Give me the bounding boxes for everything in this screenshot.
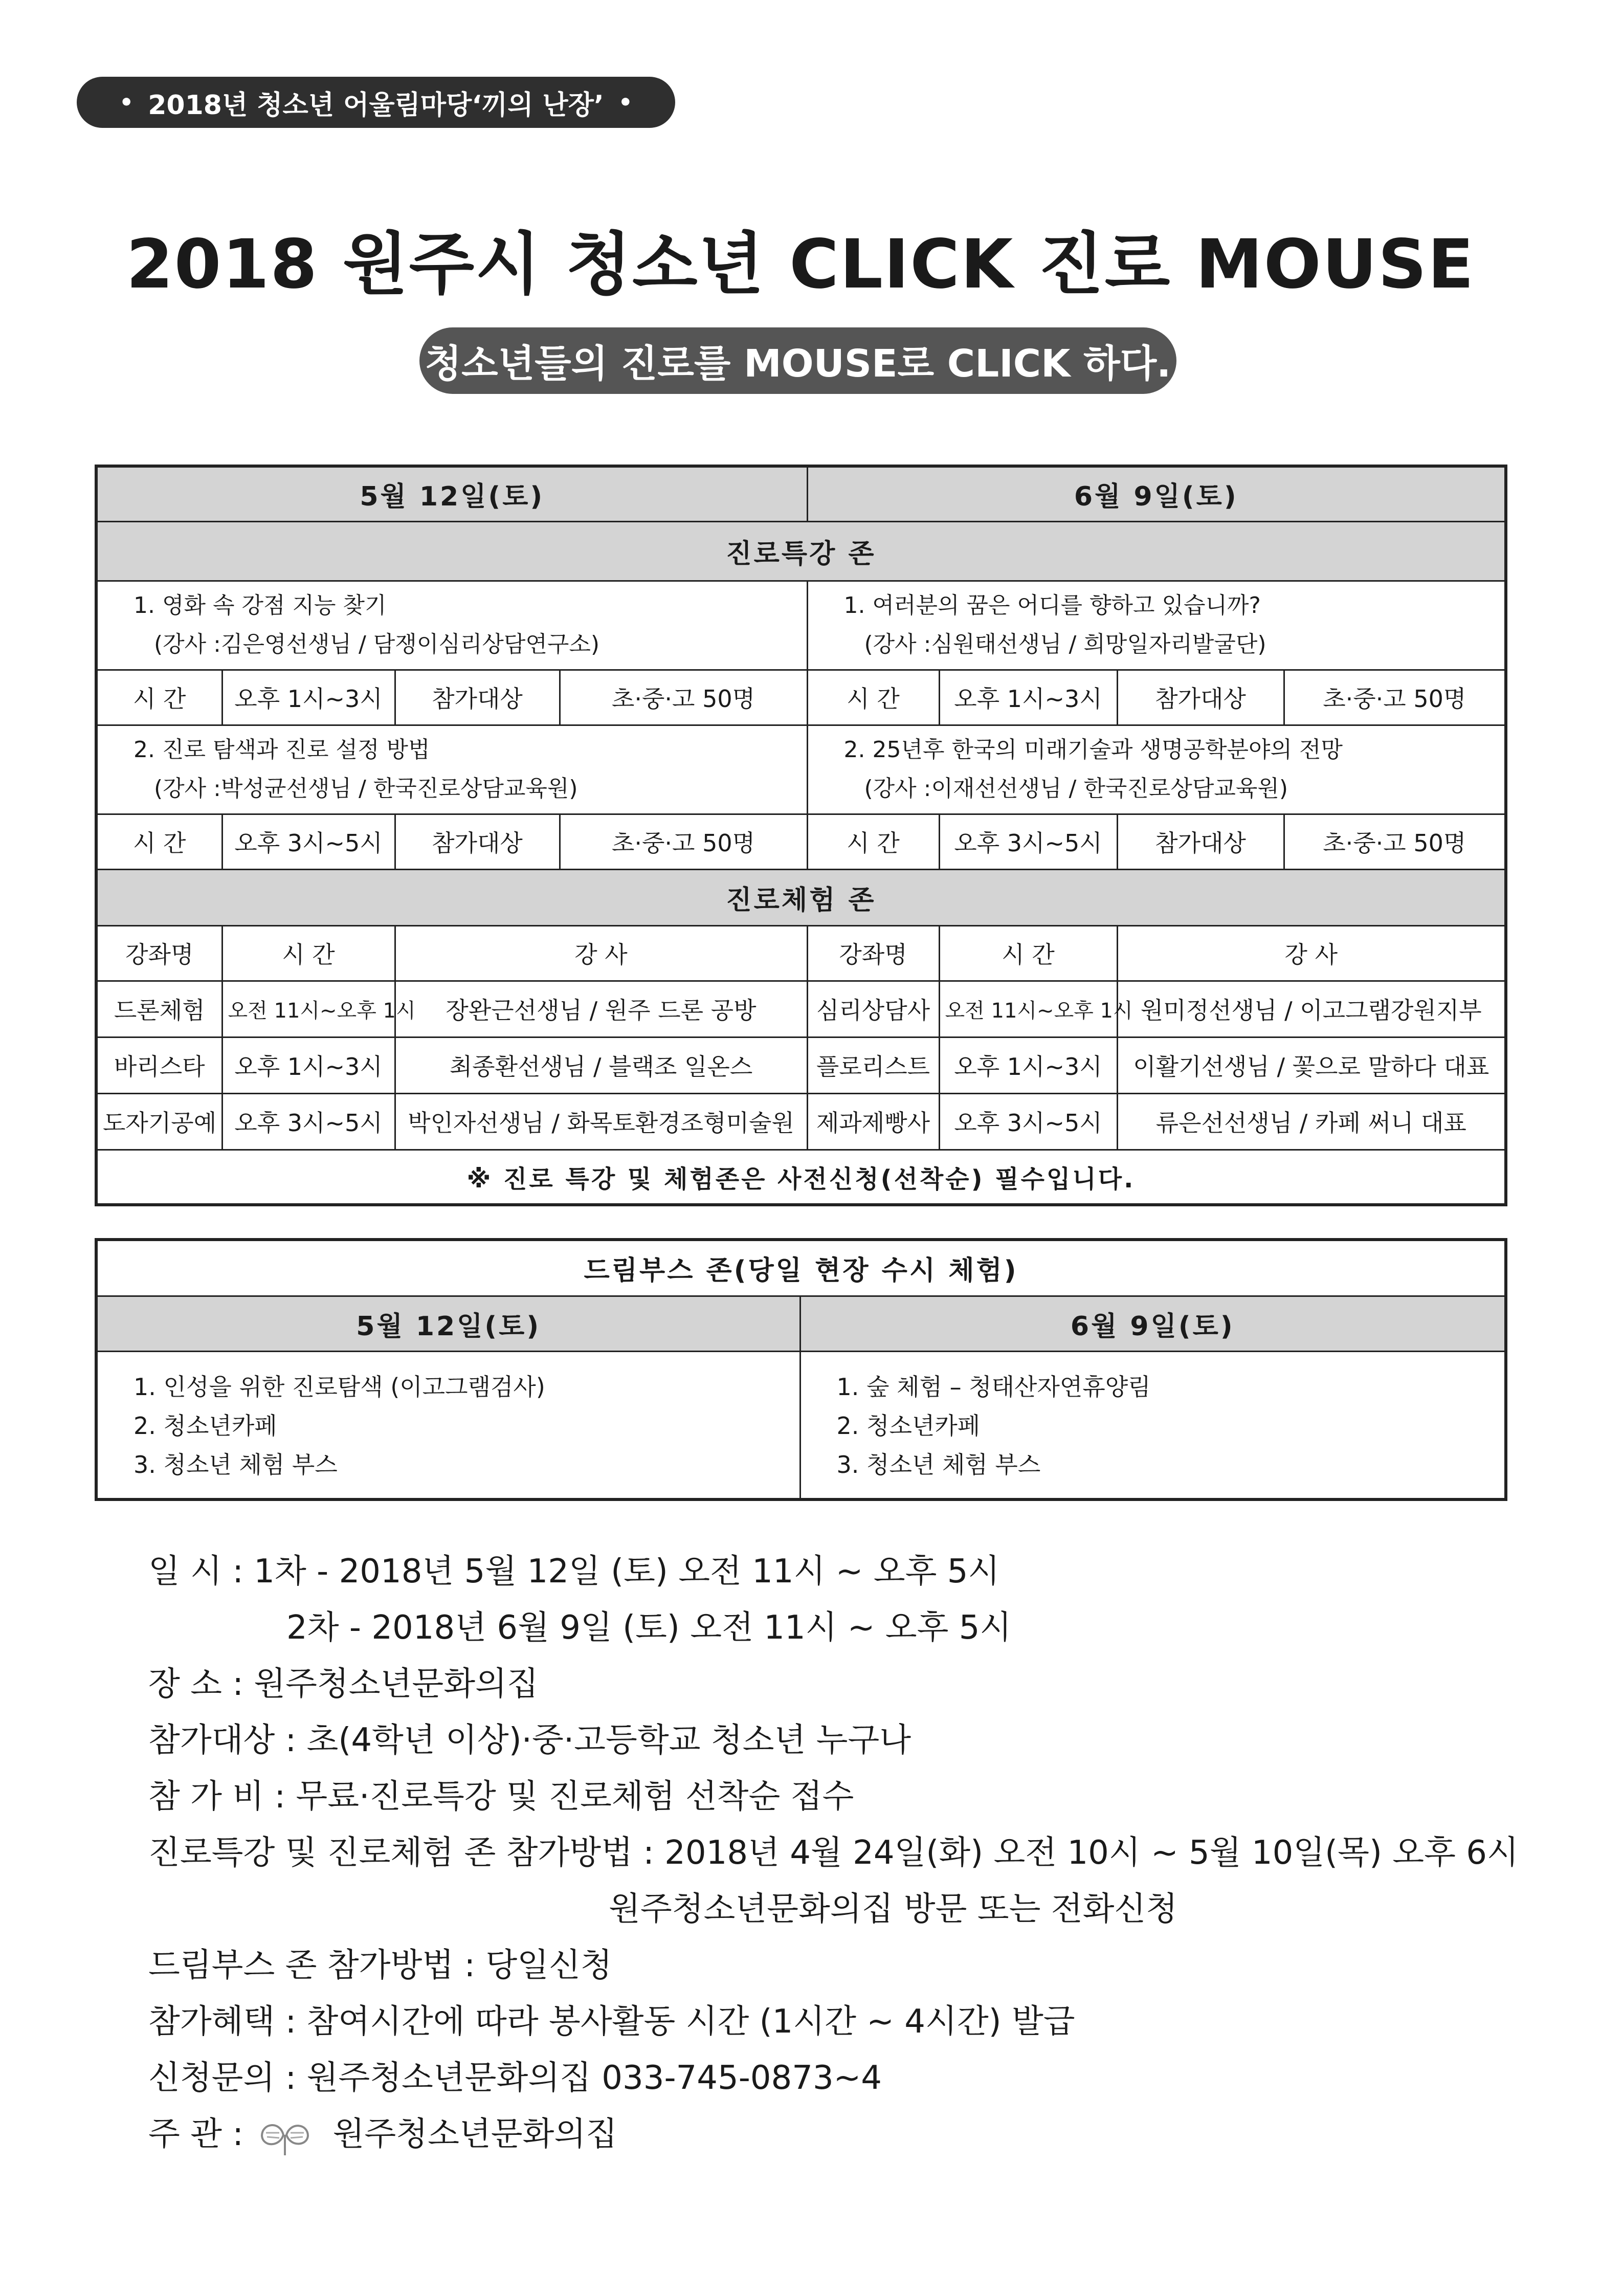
exp-course: 제과제빵사 — [807, 1093, 939, 1150]
list-item: 3. 청소년 체험 부스 — [836, 1450, 1041, 1478]
detail-label: 드림부스 존 참가방법 : — [148, 1947, 476, 1984]
detail-label: 참가혜택 : — [148, 2003, 297, 2041]
exp-header: 강좌명 — [807, 925, 939, 981]
info-cell: 참가대상 — [1117, 670, 1284, 725]
detail-value: 초(4학년 이상)·중·고등학교 청소년 누구나 — [306, 1721, 911, 1759]
lecture-title: 2. 25년후 한국의 미래기술과 생명공학분야의 전망 — [843, 737, 1343, 763]
info-cell: 시 간 — [807, 814, 939, 869]
info-cell: 시 간 — [807, 670, 939, 725]
detail-date-1 — [148, 1545, 999, 1592]
lecture-instructor: (강사 :박성균선생님 / 한국진로상담교육원) — [154, 776, 578, 802]
exp-time: 오전 11시~오후 1시 — [939, 981, 1117, 1037]
exp-instructor: 장완근선생님 / 원주 드론 공방 — [395, 981, 807, 1037]
detail-value: 원주청소년문화의집 — [254, 1665, 539, 1703]
lecture-instructor: (강사 :심원태선생님 / 희망일자리발굴단) — [864, 631, 1266, 657]
badge-text: 2018년 청소년 어울림마당‘끼의 난장’ — [148, 90, 604, 121]
exp-course: 플로리스트 — [807, 1037, 939, 1093]
detail-date-2: 2차 - 2018년 6월 9일 (토) 오전 11시 ~ 오후 5시 — [286, 1609, 1012, 1647]
info-cell: 시 간 — [96, 814, 222, 869]
experience-zone-header: 진로체험 존 — [96, 869, 1506, 925]
detail-label: 진로특강 및 진로체험 존 참가방법 : — [148, 1834, 654, 1872]
exp-time: 오후 1시~3시 — [939, 1037, 1117, 1093]
exp-header: 시 간 — [222, 925, 395, 981]
lecture-title: 2. 진로 탐색과 진로 설정 방법 — [134, 737, 430, 763]
info-cell: 참가대상 — [1117, 814, 1284, 869]
exp-time: 오전 11시~오후 1시 — [222, 981, 395, 1037]
info-cell: 초·중·고 50명 — [1284, 814, 1506, 869]
exp-instructor: 이활기선생님 / 꽃으로 말하다 대표 — [1117, 1037, 1506, 1093]
lecture-title: 1. 여러분의 꿈은 어디를 향하고 있습니까? — [843, 592, 1261, 619]
youth-center-logo-icon — [257, 2115, 313, 2156]
info-cell: 초·중·고 50명 — [560, 814, 807, 869]
dream-booth-header: 드림부스 존(당일 현장 수시 체험) — [96, 1240, 1506, 1296]
info-cell: 오후 3시~5시 — [939, 814, 1117, 869]
exp-time: 오후 1시~3시 — [222, 1037, 395, 1093]
list-item: 1. 숲 체험 – 청태산자연휴양림 — [836, 1373, 1151, 1401]
info-cell: 초·중·고 50명 — [1284, 670, 1506, 725]
detail-label: 일 시 : — [148, 1553, 243, 1591]
lecture-1-right — [807, 581, 1506, 670]
info-cell: 오후 1시~3시 — [939, 670, 1117, 725]
dream-date-june: 6월 9일(토) — [800, 1296, 1506, 1351]
exp-time: 오후 3시~5시 — [222, 1093, 395, 1150]
dream-date-may: 5월 12일(토) — [96, 1296, 800, 1351]
subtitle-banner: 청소년들의 진로를 MOUSE로 CLICK 하다. — [419, 327, 1176, 394]
exp-time: 오후 3시~5시 — [939, 1093, 1117, 1150]
detail-value: 무료·진로특강 및 진로체험 선착순 접수 — [296, 1778, 854, 1816]
dream-list-june — [800, 1351, 1506, 1499]
info-cell: 오후 1시~3시 — [222, 670, 395, 725]
exp-instructor: 원미정선생님 / 이고그램강원지부 — [1117, 981, 1506, 1037]
info-cell: 시 간 — [96, 670, 222, 725]
page-title: 2018 원주시 청소년 CLICK 진로 MOUSE — [126, 225, 1475, 304]
detail-host — [148, 2108, 617, 2156]
info-cell: 참가대상 — [395, 670, 560, 725]
exp-instructor: 류은선선생님 / 카페 써니 대표 — [1117, 1093, 1506, 1150]
info-cell: 오후 3시~5시 — [222, 814, 395, 869]
detail-value: 원주청소년문화의집 033-745-0873~4 — [306, 2059, 882, 2097]
detail-label: 신청문의 : — [148, 2059, 297, 2097]
detail-label: 주 관 : — [148, 2115, 243, 2153]
detail-label: 참 가 비 : — [148, 1778, 286, 1816]
detail-contact — [148, 2051, 882, 2099]
detail-value: 참여시간에 따라 봉사활동 시간 (1시간 ~ 4시간) 발급 — [306, 2003, 1075, 2041]
exp-instructor: 박인자선생님 / 화목토환경조형미술원 — [395, 1093, 807, 1150]
dream-list-may — [96, 1351, 800, 1499]
dream-booth-table — [95, 1238, 1507, 1501]
info-cell: 참가대상 — [395, 814, 560, 869]
lecture-zone-header: 진로특강 존 — [96, 521, 1506, 581]
exp-header: 강 사 — [395, 925, 807, 981]
exp-header: 강좌명 — [96, 925, 222, 981]
exp-course: 도자기공예 — [96, 1093, 222, 1150]
lecture-instructor: (강사 :김은영선생님 / 담쟁이심리상담연구소) — [154, 631, 600, 657]
list-item: 1. 인성을 위한 진로탐색 (이고그램검사) — [134, 1373, 545, 1401]
lecture-instructor: (강사 :이재선선생님 / 한국진로상담교육원) — [864, 776, 1288, 802]
detail-label: 참가대상 : — [148, 1721, 297, 1759]
date-header-june: 6월 9일(토) — [807, 466, 1506, 521]
exp-course: 드론체험 — [96, 981, 222, 1037]
detail-target — [148, 1714, 911, 1761]
lecture-2-right — [807, 725, 1506, 814]
detail-value: 당일신청 — [485, 1947, 612, 1984]
exp-header: 강 사 — [1117, 925, 1506, 981]
detail-booth — [148, 1939, 612, 1986]
registration-note: ※ 진로 특강 및 체험존은 사전신청(선착순) 필수입니다. — [96, 1150, 1506, 1205]
exp-course: 바리스타 — [96, 1037, 222, 1093]
badge-dot-left: • — [119, 89, 134, 116]
list-item: 2. 청소년카페 — [836, 1411, 981, 1440]
detail-fee — [148, 1770, 854, 1817]
list-item: 3. 청소년 체험 부스 — [134, 1450, 338, 1478]
detail-value: 원주청소년문화의집 — [332, 2115, 618, 2153]
detail-apply — [148, 1826, 1519, 1873]
schedule-table — [95, 465, 1507, 1206]
detail-label: 장 소 : — [148, 1665, 243, 1703]
info-cell: 초·중·고 50명 — [560, 670, 807, 725]
event-badge — [77, 77, 675, 128]
exp-header: 시 간 — [939, 925, 1117, 981]
lecture-2-left — [96, 725, 807, 814]
lecture-title: 1. 영화 속 강점 지능 찾기 — [134, 592, 387, 619]
list-item: 2. 청소년카페 — [134, 1411, 277, 1440]
lecture-1-left — [96, 581, 807, 670]
detail-value: 2018년 4월 24일(화) 오전 10시 ~ 5월 10일(목) 오후 6시 — [664, 1834, 1519, 1872]
detail-apply-method: 원주청소년문화의집 방문 또는 전화신청 — [609, 1890, 1178, 1928]
detail-benefit — [148, 1995, 1075, 2042]
badge-dot-right: • — [618, 89, 633, 116]
detail-value: 1차 - 2018년 5월 12일 (토) 오전 11시 ~ 오후 5시 — [254, 1553, 1000, 1591]
detail-place — [148, 1658, 539, 1705]
exp-instructor: 최종환선생님 / 블랙조 일온스 — [395, 1037, 807, 1093]
exp-course: 심리상담사 — [807, 981, 939, 1037]
date-header-may: 5월 12일(토) — [96, 466, 807, 521]
